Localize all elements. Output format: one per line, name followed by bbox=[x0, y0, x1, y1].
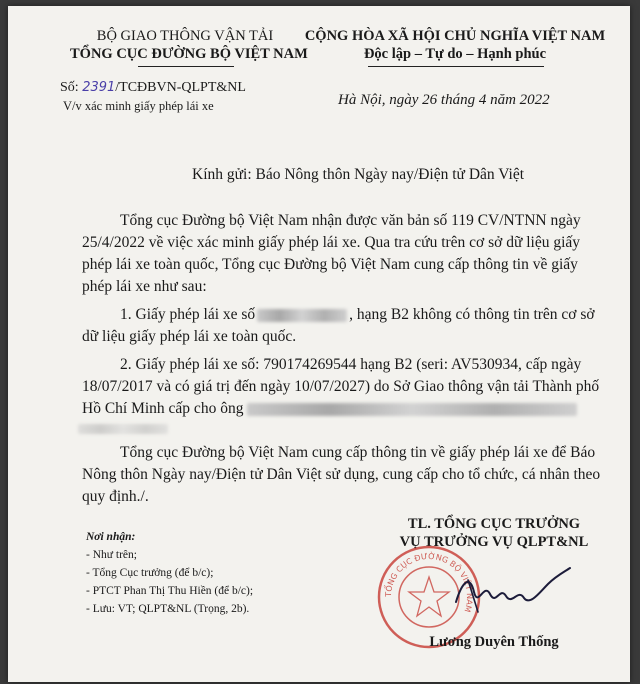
redacted-owner-info-2 bbox=[78, 424, 168, 434]
handwritten-number: 2391 bbox=[82, 80, 116, 95]
item2-line2: 18/07/2017 và có giá trị đến ngày 10/07/2027) do Sở Giao thông vận tải Thành phố bbox=[82, 378, 600, 395]
department-underline bbox=[138, 66, 234, 67]
paragraph3-line3: quy định./. bbox=[82, 488, 149, 505]
item2-line1: 2. Giấy phép lái xe số: 790174269544 hạng B2 (seri: AV530934, cấp ngày bbox=[120, 356, 582, 373]
motto-underline bbox=[368, 66, 544, 67]
number-suffix: /TCĐBVN-QLPT&NL bbox=[115, 80, 246, 95]
document-page bbox=[8, 6, 630, 682]
recipient-item: - Như trên; bbox=[86, 549, 137, 561]
number-prefix: Số: bbox=[60, 80, 83, 95]
paragraph1-line3: phép lái xe toàn quốc, Tổng cục Đường bộ Việt Nam cung cấp thông tin về giấy bbox=[82, 256, 578, 273]
ministry-name: BỘ GIAO THÔNG VẬN TẢI bbox=[96, 28, 274, 44]
item1-end: , hạng B2 không có thông tin trên cơ sở bbox=[349, 306, 595, 323]
paragraph3-line2: Nông thôn Ngày nay/Điện tử Dân Việt sử dụng, cung cấp cho tổ chức, cá nhân theo bbox=[82, 466, 601, 483]
signature-title-2: VỤ TRƯỞNG VỤ QLPT&NL bbox=[399, 534, 589, 550]
paragraph3-line1: Tổng cục Đường bộ Việt Nam cung cấp thông tin về giấy phép lái xe để Báo bbox=[120, 444, 596, 461]
item2-line3-text: Hồ Chí Minh cấp cho ông bbox=[82, 400, 244, 417]
document-subject: V/v xác minh giấy phép lái xe bbox=[63, 99, 214, 113]
addressee: Kính gửi: Báo Nông thôn Ngày nay/Điện tử Dân Việt bbox=[192, 166, 525, 183]
recipient-item: - PTCT Phan Thị Thu Hiền (để b/c); bbox=[86, 585, 254, 597]
item1-line1 bbox=[120, 304, 595, 327]
redacted-license-number bbox=[257, 309, 347, 322]
recipients-title: Nơi nhận: bbox=[86, 531, 136, 543]
signature-title-1: TL. TỔNG CỤC TRƯỞNG bbox=[407, 516, 581, 532]
paragraph1-line1: Tổng cục Đường bộ Việt Nam nhận được văn bản số 119 CV/NTNN ngày bbox=[120, 212, 581, 229]
date-line: Hà Nội, ngày 26 tháng 4 năm 2022 bbox=[338, 92, 550, 108]
country-name: CỘNG HÒA XÃ HỘI CHỦ NGHĨA VIỆT NAM bbox=[304, 28, 606, 44]
redacted-owner-info-cont bbox=[78, 420, 168, 438]
seal-text: TỔNG CỤC ĐƯỜNG BỘ VIỆT NAM bbox=[383, 551, 475, 614]
signer-name: Lương Duyên Thống bbox=[429, 634, 559, 650]
item1-start: 1. Giấy phép lái xe số bbox=[120, 306, 256, 323]
paragraph1-line2: 25/4/2022 về việc xác minh giấy phép lái xe. Qua tra cứu trên cơ sở dữ liệu giấy bbox=[82, 234, 581, 251]
redacted-owner-info bbox=[247, 403, 577, 416]
paragraph1-line4: phép lái xe như sau: bbox=[82, 278, 207, 295]
item1-line2: dữ liệu giấy phép lái xe toàn quốc. bbox=[82, 328, 297, 345]
handwritten-signature bbox=[448, 562, 578, 622]
item2-line3 bbox=[82, 398, 577, 421]
document-number bbox=[60, 80, 246, 96]
recipient-item: - Lưu: VT; QLPT&NL (Trọng, 2b). bbox=[86, 603, 250, 615]
national-motto: Độc lập – Tự do – Hạnh phúc bbox=[363, 46, 547, 62]
recipient-item: - Tổng Cục trưởng (để b/c); bbox=[86, 567, 214, 579]
department-name: TỔNG CỤC ĐƯỜNG BỘ VIỆT NAM bbox=[70, 46, 308, 62]
